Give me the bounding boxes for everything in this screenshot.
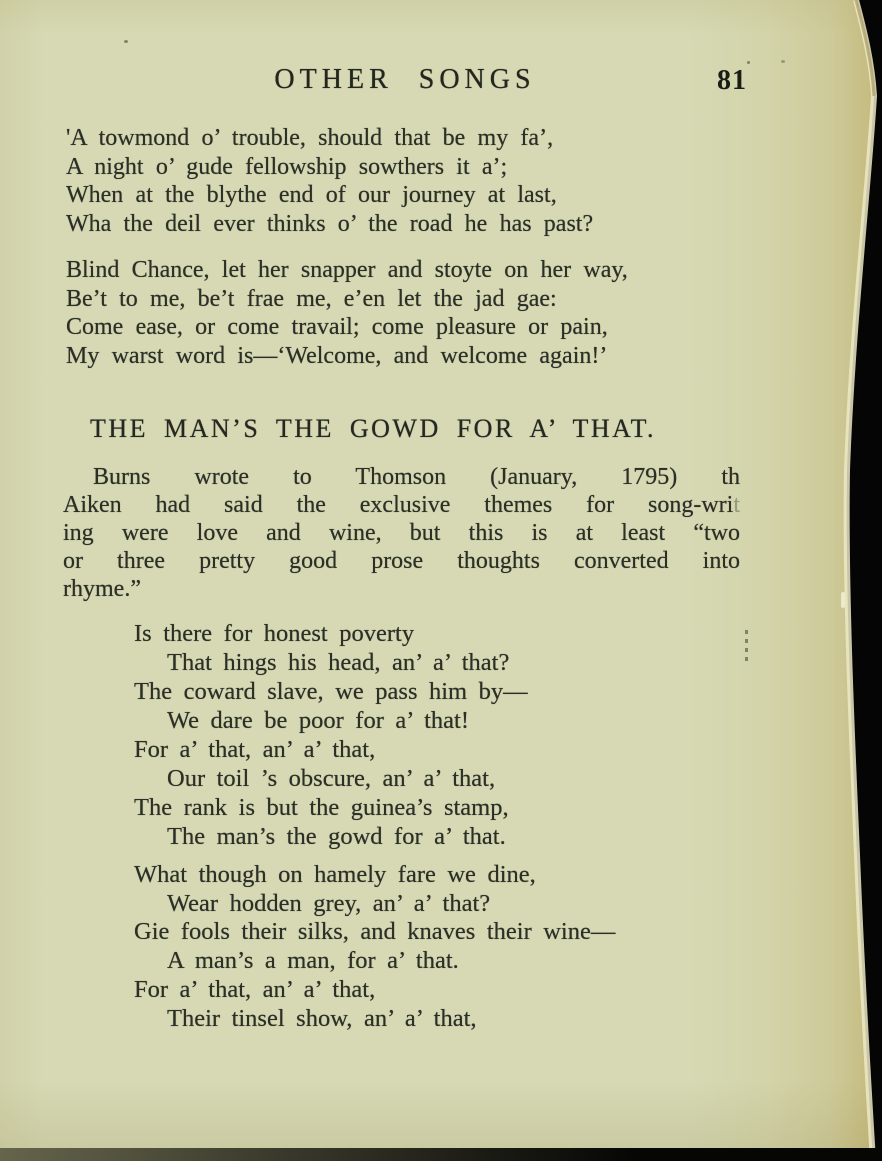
verse-line: A night o’ gude fellowship sowthers it a’; <box>66 153 508 180</box>
verse-line: Come ease, or come travail; come pleasure or pain, <box>66 314 608 340</box>
poem-line: That hings his head, an’ a’ that? <box>167 649 510 676</box>
section-heading: THE MAN’S THE GOWD FOR A’ THAT. <box>89 414 657 443</box>
poem-line: For a’ that, an’ a’ that, <box>134 736 376 763</box>
dust-speck <box>781 60 785 63</box>
poem-line: Wear hodden grey, an’ a’ that? <box>167 889 491 917</box>
ink-mark-artifact <box>745 630 748 664</box>
poem-stanza-2 <box>134 861 615 1033</box>
prose-line: ing were love and wine, but this is at least “two <box>63 520 740 546</box>
stanza-1 <box>66 124 593 238</box>
verse-line: Be’t to me, be’t frae me, e’en let the jad gae: <box>66 285 557 312</box>
poem-line: Our toil ’s obscure, an’ a’ that, <box>167 765 496 792</box>
prose-line-text: Aiken had said the exclusive themes for song-wri <box>63 492 734 518</box>
poem-line: The man’s the gowd for a’ that. <box>167 823 506 850</box>
poem-line: The coward slave, we pass him by— <box>134 678 528 705</box>
running-header-title: OTHER SONGS <box>274 64 536 95</box>
stanza-2 <box>66 256 628 370</box>
verse-line: Wha the deil ever thinks o’ the road he has past? <box>66 210 594 237</box>
poem-stanza-1 <box>134 619 528 851</box>
bottom-scan-shadow <box>0 1148 882 1161</box>
verse-line: 'A towmond o’ trouble, should that be my fa’, <box>66 125 554 151</box>
edge-light-fleck <box>841 592 845 608</box>
prose-line: Burns wrote to Thomson (January, 1795) th <box>93 464 740 490</box>
poem-line: We dare be poor for a’ that! <box>167 707 469 734</box>
verse-line: When at the blythe end of our journey at last, <box>66 182 557 208</box>
intro-paragraph <box>63 463 740 603</box>
poem-line: Gie fools their silks, and knaves their wine— <box>134 918 616 946</box>
poem-line: A man’s a man, for a’ that. <box>167 947 459 975</box>
faded-character: t <box>733 492 740 518</box>
prose-line <box>63 491 740 519</box>
verse-line: Blind Chance, let her snapper and stoyte on her way, <box>66 257 628 283</box>
poem-line: Is there for honest poverty <box>134 620 415 647</box>
poem-line: For a’ that, an’ a’ that, <box>134 975 376 1003</box>
dust-speck <box>747 61 750 64</box>
prose-line: or three pretty good prose thoughts converted into <box>63 548 740 574</box>
prose-line: rhyme.” <box>63 576 141 602</box>
verse-line: My warst word is—‘Welcome, and welcome again!’ <box>66 342 608 369</box>
poem-line: The rank is but the guinea’s stamp, <box>134 794 509 821</box>
poem-line: What though on hamely fare we dine, <box>134 861 536 888</box>
page-number: 81 <box>717 65 747 96</box>
poem-line: Their tinsel show, an’ a’ that, <box>167 1004 477 1032</box>
page-header <box>63 64 747 104</box>
dust-speck <box>124 40 128 43</box>
